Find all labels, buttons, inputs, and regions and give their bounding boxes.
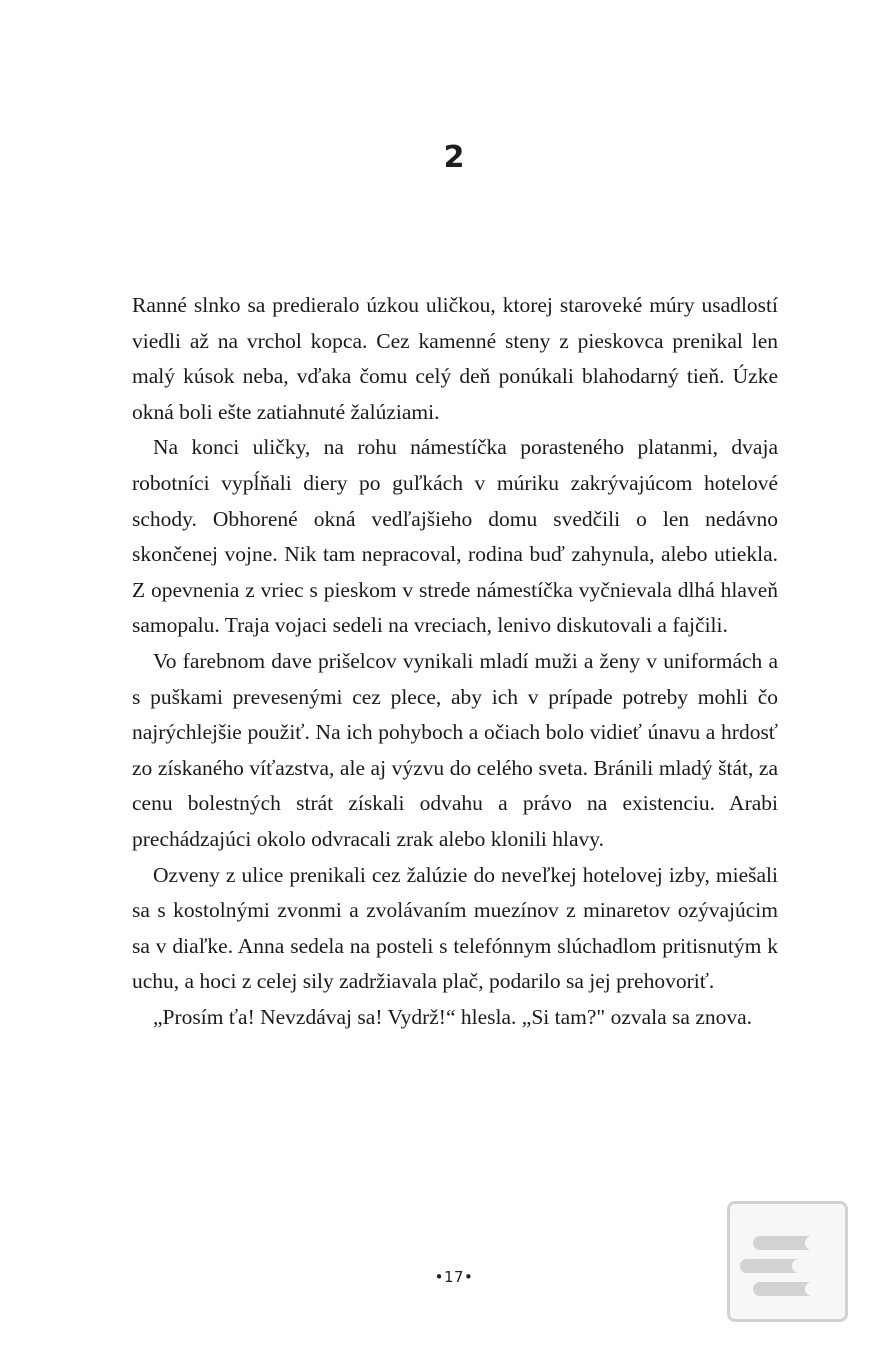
- chapter-number: 2: [443, 140, 465, 175]
- paragraph: „Prosím ťa! Nevzdávaj sa! Vydrž!“ hlesla. „Si tam?" ozvala sa znova.: [153, 1004, 753, 1029]
- watermark-badge: [727, 1201, 848, 1322]
- chapter-body: [132, 288, 778, 1035]
- books-stack-icon: [730, 1204, 845, 1319]
- paragraph: Vo farebnom dave prišelcov vynikali mladí muži a ženy v uniformách a s puškami prevesenými cez plece, aby ich v prípade potreby mohli čo najrýchlejšie použiť. Na ich pohyboch a očiach bolo vidieť únavu a hrdosť zo získaného víťazstva, ale aj výzvu do celého sveta. Bránili mladý štát, za cenu bolestných strát získali odvahu a právo na existenciu. Arabi prechádzajúci okolo odvracali zrak alebo klonili hlavy.: [132, 648, 778, 851]
- paragraph: Ozveny z ulice prenikali cez žalúzie do neveľkej hotelovej izby, miešali sa s kostolnými zvonmi a zvolávaním muezínov z minaretov ozývajúcim sa v diaľke. Anna sedela na posteli s telefónnym slúchadlom pritisnutým k uchu, a hoci z celej sily zadržiavala plač, podarilo sa jej prehovoriť.: [132, 862, 778, 994]
- page-number: •17•: [434, 1268, 474, 1286]
- paragraph: Ranné slnko sa predieralo úzkou uličkou, ktorej staroveké múry usadlostí viedli až na vrchol kopca. Cez kamenné steny z pieskovca prenikal len malý kúsok neba, vďaka čomu celý deň ponúkali blahodarný tieň. Úzke okná boli ešte zatiahnuté žalúziami.: [132, 293, 778, 424]
- paragraph: Na konci uličky, na rohu námestíčka porasteného platanmi, dvaja robotníci vypĺňali diery po guľkách v múriku zakrývajúcom hotelové schody. Obhorené okná vedľajšieho domu svedčili o len nedávno skončenej vojne. Nik tam nepracoval, rodina buď zahynula, alebo utiekla. Z opevnenia z vriec s pieskom v strede námestíčka vyčnievala dlhá hlaveň samopalu. Traja vojaci sedeli na vreciach, lenivo diskutovali a fajčili.: [132, 435, 778, 638]
